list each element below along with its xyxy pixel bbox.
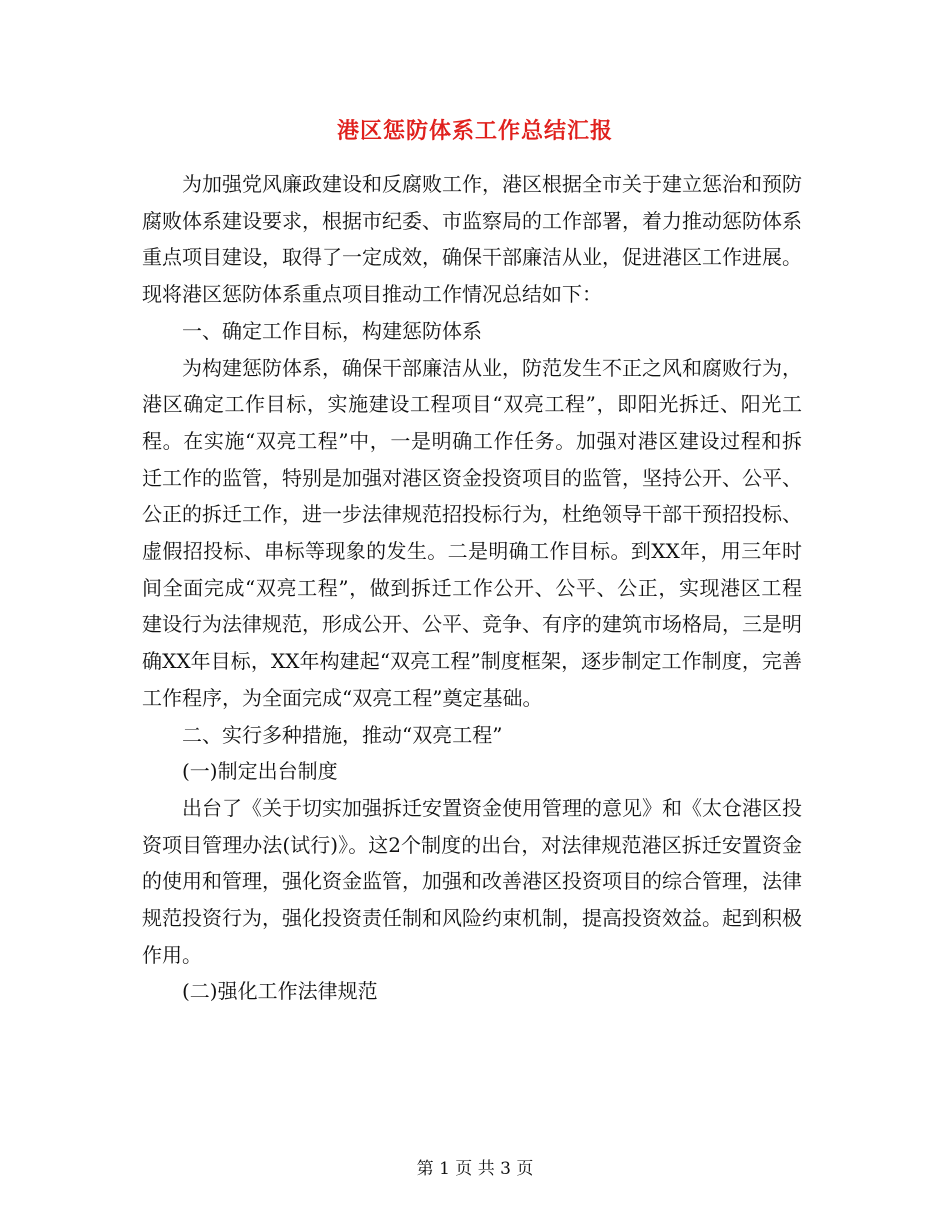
document-body	[142, 166, 802, 1010]
document-title: 港区惩防体系工作总结汇报	[336, 118, 613, 144]
paragraph-intro: 为加强党风廉政建设和反腐败工作，港区根据全市关于建立惩治和预防腐败体系建设要求，根据市纪委、市监察局的工作部署，着力推动惩防体系重点项目建设，取得了一定成效，确保干部廉洁从业，促进港区工作进展。现将港区惩防体系重点项目推动工作情况总结如下：	[142, 172, 802, 307]
page-footer: 第 1 页 共 3 页	[416, 1159, 534, 1179]
paragraph-subsection-1: 出台了《关于切实加强拆迁安置资金使用管理的意见》和《太仓港区投资项目管理办法(试行)》。这2个制度的出台，对法律规范港区拆迁安置资金的使用和管理，强化资金监管，加强和改善港区投资项目的综合管理，法律规范投资行为，强化投资责任制和风险约束机制，提高投资效益。起到积极作用。	[142, 795, 802, 967]
subsection-heading-2: (二)强化工作法律规范	[182, 979, 378, 1004]
section-heading-1: 一、确定工作目标，构建惩防体系	[182, 318, 482, 343]
paragraph-section-1: 为构建惩防体系，确保干部廉洁从业，防范发生不正之风和腐败行为，港区确定工作目标，实施建设工程项目“双亮工程”，即阳光拆迁、阳光工程。在实施“双亮工程”中，一是明确工作任务。加强对港区建设过程和拆迁工作的监管，特别是加强对港区资金投资项目的监管，坚持公开、公平、公正的拆迁工作，进一步法律规范招投标行为，杜绝领导干部干预招投标、虚假招投标、串标等现象的发生。二是明确工作目标。到XX年，用三年时间全面完成“双亮工程”，做到拆迁工作公开、公平、公正，实现港区工程建设行为法律规范，形成公开、公平、竞争、有序的建筑市场格局，三是明确XX年目标，XX年构建起“双亮工程”制度框架，逐步制定工作制度，完善工作程序，为全面完成“双亮工程”奠定基础。	[142, 355, 802, 710]
subsection-heading-1: (一)制定出台制度	[182, 759, 338, 784]
section-heading-2: 二、实行多种措施，推动“双亮工程”	[182, 722, 503, 747]
